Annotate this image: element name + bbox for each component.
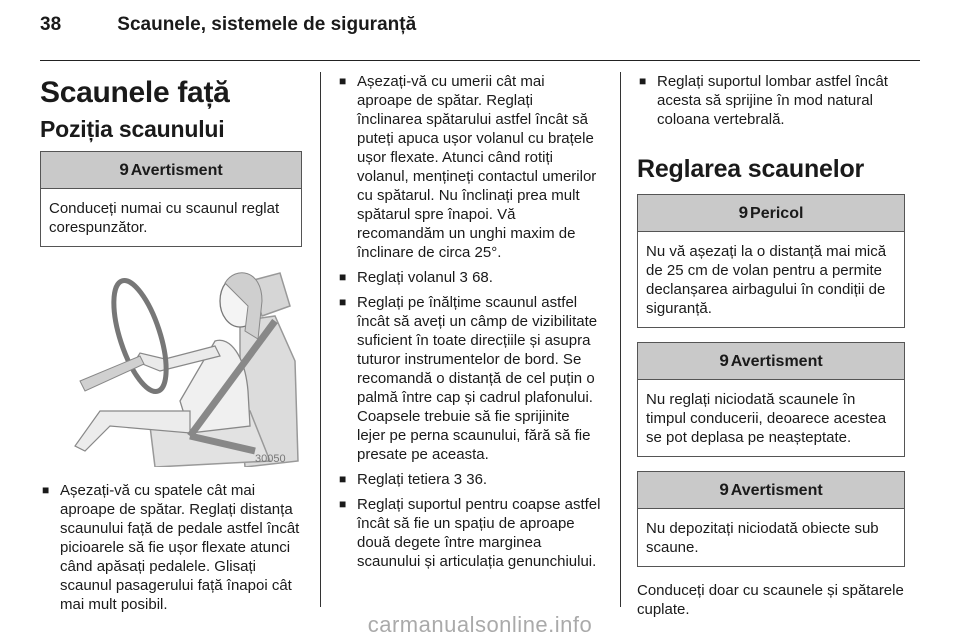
warning-triangle-icon: 9 [738, 203, 749, 222]
header-divider [40, 60, 920, 61]
warning-box [40, 151, 302, 247]
list-item: ■ Reglați volanul 3 68. [339, 269, 493, 286]
column-divider-2 [620, 72, 621, 607]
warning-label: Avertisment [130, 162, 223, 179]
bullet-square-icon: ■ [339, 270, 347, 284]
warning-text: Nu depozitați niciodată obiecte sub scaune. [646, 520, 879, 556]
driver-seat-figure [40, 261, 302, 467]
subsection-title: Reglarea scaunelor [637, 155, 865, 183]
bullet-square-icon: ■ [339, 472, 347, 486]
warning-box-header [638, 343, 904, 380]
chapter-title: Scaunele, sistemele de siguranță [117, 14, 417, 35]
bullet-square-icon: ■ [339, 74, 347, 88]
list-item: ■ Reglați suportul lombar astfel încât acesta să sprijine în mod natural coloana vertebrală. [639, 73, 888, 128]
bullet-square-icon: ■ [639, 74, 647, 88]
list-item: ■ Reglați suportul pentru coapse astfel încât să fie un spațiu de aproape două degete între marginea scaunului și articulația genunchiului. [339, 496, 601, 570]
list-item: ■ Așezați-vă cu spatele cât mai aproape de spătar. Reglați distanța scaunului față de pedale astfel încât picioarele să fie ușor flexate atunci când apăsați pedalele. Glisați scaunul pasagerului față înapoi cât mai mult posibil. [42, 482, 300, 613]
warning-triangle-icon: 9 [119, 160, 129, 179]
list-item: ■ Așezați-vă cu umerii cât mai aproape de spătar. Reglați înclinarea spătarului astfel încât să puteți apuca ușor volanul cu brațele ușor flexate. Atunci când rotiți volanul, mențineți contactul umerilor cu spătarul. Nu înclinați prea mult spătarul spre înapoi. Vă recomandăm un unghi maxim de înclinare de circa 25°. [339, 73, 597, 261]
danger-text: Nu vă așezați la o distanță mai mică de 25 cm de volan pentru a permite declanșarea airbagului în condiții de siguranță. [646, 243, 887, 317]
column-divider-1 [320, 72, 321, 607]
warning-triangle-icon: 9 [719, 351, 729, 370]
list-item: ■ Reglați tetiera 3 36. [339, 471, 488, 488]
warning-label: Avertisment [730, 353, 823, 370]
bullet-list-col1 [40, 481, 302, 614]
danger-box-header [638, 195, 904, 232]
seat-position-illustration [40, 261, 302, 467]
warning-triangle-icon: 9 [719, 480, 729, 499]
page-number: 38 [40, 14, 62, 35]
subsection-title: Poziția scaunului [40, 116, 225, 142]
bullet-square-icon: ■ [339, 497, 347, 511]
column-3 [637, 72, 905, 619]
watermark: carmanualsonline.info [367, 612, 593, 637]
warning-text: Conduceți numai cu scaunul reglat corespunzător. [49, 200, 280, 236]
figure-code: 30050 [255, 453, 286, 465]
bullet-list-col3 [637, 72, 905, 129]
warning-text: Nu reglați niciodată scaunele în timpul conducerii, deoarece acestea se pot deplasa pe neașteptate. [646, 391, 887, 446]
warning-box-header [41, 152, 301, 189]
list-item: ■ Reglați pe înălțime scaunul astfel încât să aveți un câmp de vizibilitate suficient în toate direcțiile și asupra tuturor instrumentelor de bord. Se recomandă o distanță de cel puțin o palmă între cap și cadrul plafonului. Coapsele trebuie să fie sprijinite lejer pe perna scaunului, fără să fie presate pe aceasta. [339, 294, 598, 463]
warning-label: Avertisment [730, 482, 823, 499]
closing-paragraph: Conduceți doar cu scaunele și spătarele cuplate. [637, 582, 904, 618]
danger-label: Pericol [750, 205, 804, 222]
column-1 [40, 72, 302, 620]
danger-box [637, 194, 905, 328]
warning-box [637, 342, 905, 457]
bullet-square-icon: ■ [42, 483, 50, 497]
column-2 [337, 72, 601, 577]
page-header [40, 14, 416, 36]
section-title: Scaunele față [40, 76, 230, 109]
bullet-square-icon: ■ [339, 295, 347, 309]
warning-box-header [638, 472, 904, 509]
bullet-list-col2 [337, 72, 601, 571]
warning-box [637, 471, 905, 567]
